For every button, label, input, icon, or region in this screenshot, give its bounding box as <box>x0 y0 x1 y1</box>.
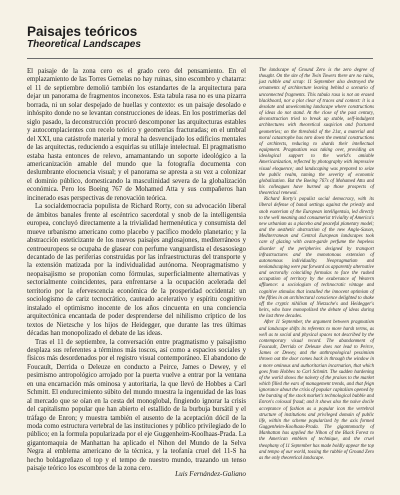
article-title: Paisajes teóricos <box>27 24 138 39</box>
header-divider <box>27 58 373 59</box>
article-subtitle: Theoretical Landscapes <box>27 39 141 50</box>
spanish-paragraph-1: El paisaje de la zona cero es el grado cero del pensamiento. En el emplazamiento de las Torres Gemelas no hay ruinas, sino escombro y chatarra: el 11 de septiembre demolió también los estandartes de la arquitectura para dejar un panorama de fragmentos inconexos. Esta tabula rasa no es una pizarra borrada, ni un solar despejado de huellas y contexto: es un paisaje desolado e inhóspito donde no se levantan construcciones de ideas. En los postrimerías del siglo pasado, la deconstrucción procuró descomponer las arquitecturas estables y autocomplacientes con recelo teórico y geometrías fracturadas; en el umbral del XXI, una catástrofe material y moral ha desvencijado los edificios mentales de las arquitectas, reduciendo a esquirlas su utillaje intelectual. El pragmatismo estaba hasta entonces de relevo, amamantando un soporte ideológico a la americanización amable del mundo que la fotografía documenta con deslumbrante elocuencia visual; y el panorama se apresta a su vez a colonizar el dominio público, domesticando la masculinidad severa de la globalización económica. Pero los Boeing 767 de Mohamed Atta y sus compañeros han incinerado esas perspectivas de renovación teórica. <box>27 68 246 202</box>
spanish-paragraph-2: La socialdemocracia populista de Richard Rorty, con su advocación liberal de ámbitos banales frente al escéntrico sacerdotal y snob de la intelligentsia europea, concluyó directamente a la trivialidad hermenéutica y consumista del mueve urbanismo americano como placebo y pacífico modelo planetario; y la abstracción esteticizante de los nuevos paisajes anglosajones, mediterráneos y centroeuropeos se ocupaba de glasear con perfume vanguardista el desasosiego decantado de las periferias construidas por las infraestructuras del transporte y la extensión matizada por la individualidad autónoma. Neopragmatismo y neopaisajismo se proponían como fórmulas, superficialmente alternativas y sectorialmente coincidentes, para enfrentarse a la ocupación acelerada del territorio por la efervescencia económica de la prosperidad occidental: un sociologismo de cariz tecnocrático, cauteado acelerativo y espíritu cognitivo instalado el optimismo inocente de los años cincuenta en una conciencia arquitectónica encantada de poder desprenderse del nihilismo críptico de los textos de Nietzsche y los hijos de Heidegger, que durante las tres últimas décadas han monopolizado el debate de las ideas. <box>27 203 246 338</box>
article-header <box>27 25 367 51</box>
author-signature: Luis Fernández-Galiano <box>175 470 246 478</box>
english-paragraph-2: Richard Rorty's populist social democracy, with its liberal defense of banal settings against the priestly and snob esoterism of the European intelligentsia, led directly to the well meaning and consumerist triviality of America's new urbanism as a placebo and peaceful planetary model; and the aesthetic abstraction of the new Anglo-Saxon, Mediterranean and Central European landscapes took care of glazing with avant-garde perfume the hopeless disorder of the peripheries designed by transport infrastructures and the monotonous extension of autonomous individuality. Neopragmatism and neolandscaping were put forward as apparently alternative and sectorally coinciding formulas to face the rushed occupation of territory by the exuberance of Western affluence: a sociologism of technocratic vintage and cognitive stimulus that installed the innocent optimism of the fifties in an architectural conscience delighted to shake off the cryptic nihilism of Nietzsche's and Heidegger's heirs, who have monopolized the debate of ideas during the last three decades. <box>259 197 374 320</box>
spanish-paragraph-3: Tras el 11 de septiembre, la conversación entre pragmatismo y paisajismo desplaza sus referentes a términos más toscos, así como a espacios sociales y físicos más desordenados por el registro visual contemporáneo. El abandono de Foucault, Derrida o Deleuze en conducto a Peirce, James o Dewey, y el pesimismo antropológico arrojado por la puerta vuelve a entrar por la ventana en una encarnación más ominosa y autoritaria, la que llevó de Hobbes a Carl Schmitt. El endurecimiento súbito del mundo muestra la ingenuidad de las loas al mercado que se oían en la cesta del monoglobal, fingiendo ignorar la crisis del capitalismo popular que han abierto el estallido de la burbuja bursátil y el tráfago de Enron; y muestra también el ausento de la aceptación dócil de la moda como estructura vertebral de las instituciones y público privilegiado de lo público; en la formula popularizada por el eje Guggenheim-Koolhaas-Prada. La gigantomaquia de Manhattan ha aplicado el Nihon del Mundo de la Selva Negra al emblema americano de la técnica, y la teofanía cruel del 11-S ha hecho boldagreñazo el top y el tempo de nuestro mundo, trazando un tenso paisaje teórico los escombros de la zona cero. <box>27 338 246 473</box>
english-text-column <box>259 68 374 462</box>
english-paragraph-1: The landscape of Ground Zero is the zero degree of thought. On the site of the Twin Towers there are no ruins, just rubble and scrap: 11 September also destroyed the ornaments of architecture leaving behind a scenario of unconnected fragments. This tabula rasa is not an erased blackboard, nor a plot clear of traces and context: it is a desolate and unwelcoming landscape where constructions of ideas do not stand. At the close of the past century, deconstruction tried to break up stable, self-indulgent architectures with theoretical suspicion and fractured geometries; on the threshold of the 21st, a material and moral catastrophe has torn down the mental constructions of architects, reducing to shards their intellectual equipment. Pragmatism was taking over, providing an ideological support to the world's amiable Americanization, reflected by photography with impressive visual eloquence; and landscaping was prepared to seize the public realm, taming the severity of economic globalization. But the Boeing 767s of Mohamed Atta and his colleagues have burned up those prospects of theoretical renewal. <box>259 68 374 197</box>
english-paragraph-3: After 11 September, the argument between pragmatism and landscape shifts its referents to more harsh terms, as well as to social and physical spaces not described by the contemporary visual record. The abandonment of Foucault, Derrida or Deleuze does not lead to Peirce, James or Dewey, and the anthropological pessimism thrown out the door comes back in through the window in a more ominous and authoritarian incarnation, that which goes from Hobbes to Carl Schmitt. The sudden hardening of the world shows the naivety of the praises to the market which filled the ears of management trends, and that feign ignorance about the crisis of popular capitalism opened by the bursting of the stock market's technological bubble and Enron's colossal fraud; and it shows also the naive docile acceptance of fashion as a popular icon the vertebral structure of institutions and privileged domain of public life, within the scheme popularized by the axis formed Guggenheim-Koolhaas-Prada. The gigantomachy of Manhattan has applied the Nihon of the Black Forest to the American emblem of technique, and the cruel theophany of 11 September has made boldly appear the top and tempo of our world, tossing the rubble of Ground Zero as the only theoretical landscape. <box>259 320 374 461</box>
spanish-text-column <box>27 68 246 474</box>
